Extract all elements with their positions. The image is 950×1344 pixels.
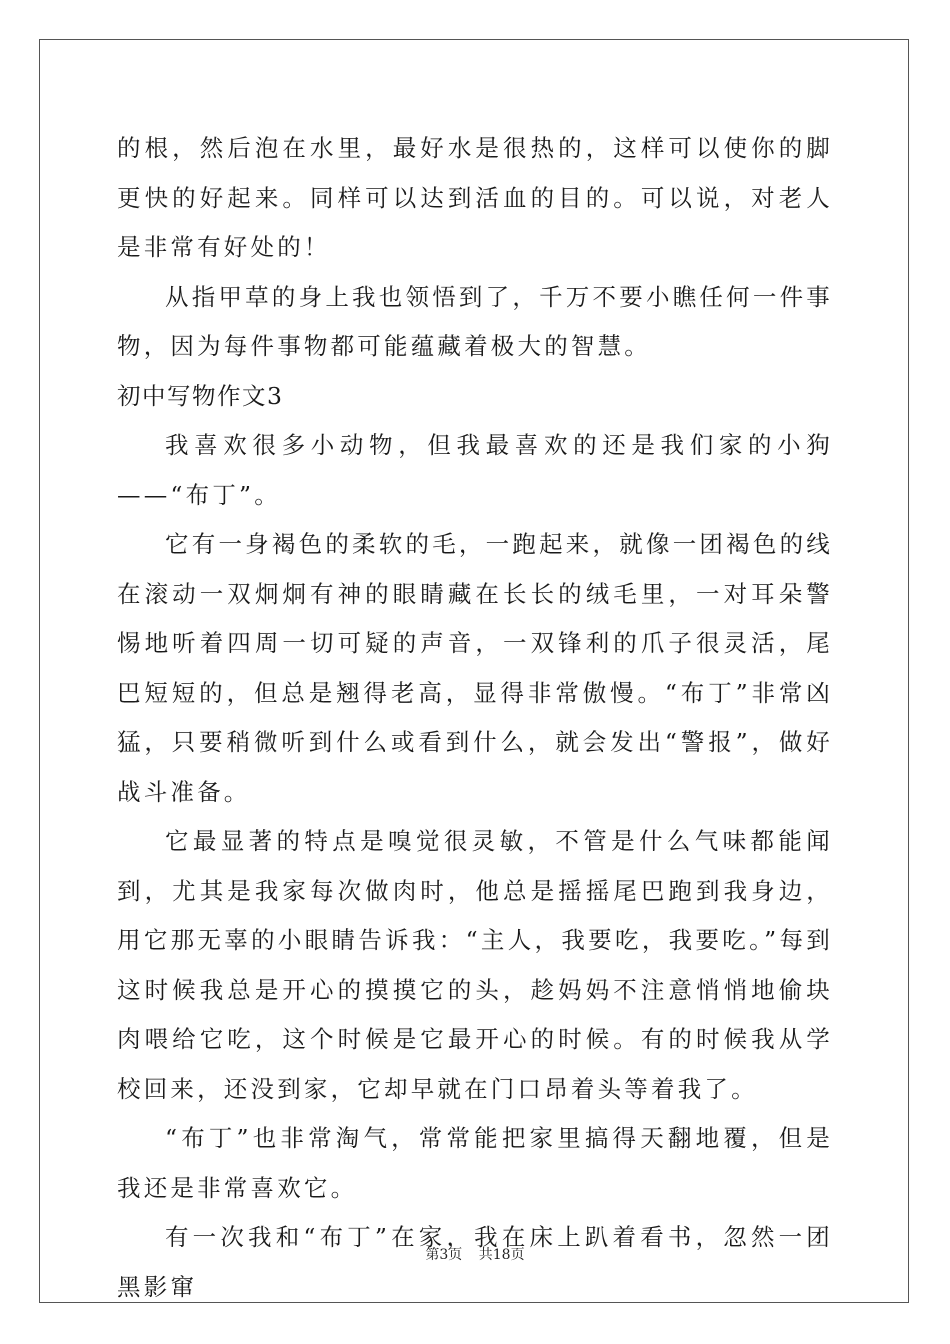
document-body	[117, 124, 833, 1312]
paragraph-1: 的根，然后泡在水里，最好水是很热的，这样可以使你的脚更快的好起来。同样可以达到活血的目的。可以说，对老人是非常有好处的！	[117, 134, 833, 261]
total-pages: 共18页	[478, 1247, 525, 1263]
paragraph-6: “布丁”也非常淘气，常常能把家里搞得天翻地覆，但是我还是非常喜欢它。	[117, 1124, 833, 1202]
section-heading: 初中写物作文3	[117, 381, 284, 410]
paragraph-2: 从指甲草的身上我也领悟到了，千万不要小瞧任何一件事物，因为每件事物都可能蕴藏着极大的智慧。	[117, 282, 833, 360]
paragraph-4: 它有一身褐色的柔软的毛，一跑起来，就像一团褐色的线在滚动一双炯炯有神的眼睛藏在长长的绒毛里，一对耳朵警惕地听着四周一切可疑的声音，一双锋利的爪子很灵活，尾巴短短的，但总是翘得老高，显得非常傲慢。“布丁”非常凶猛，只要稍微听到什么或看到什么，就会发出“警报”，做好战斗准备。	[117, 530, 833, 806]
page-footer	[0, 1244, 950, 1264]
page-number: 第3页	[425, 1247, 463, 1263]
paragraph-7: 有一次我和“布丁”在家，我在床上趴着看书，忽然一团黑影窜	[117, 1223, 833, 1301]
paragraph-5: 它最显著的特点是嗅觉很灵敏，不管是什么气味都能闻到，尤其是我家每次做肉时，他总是摇摇尾巴跑到我身边，用它那无辜的小眼睛告诉我：“主人，我要吃，我要吃。”每到这时候我总是开心的摸摸它的头，趁妈妈不注意悄悄地偷块肉喂给它吃，这个时候是它最开心的时候。有的时候我从学校回来，还没到家，它却早就在门口昂着头等着我了。	[117, 827, 833, 1103]
paragraph-3: 我喜欢很多小动物，但我最喜欢的还是我们家的小狗——“布丁”。	[117, 431, 833, 509]
